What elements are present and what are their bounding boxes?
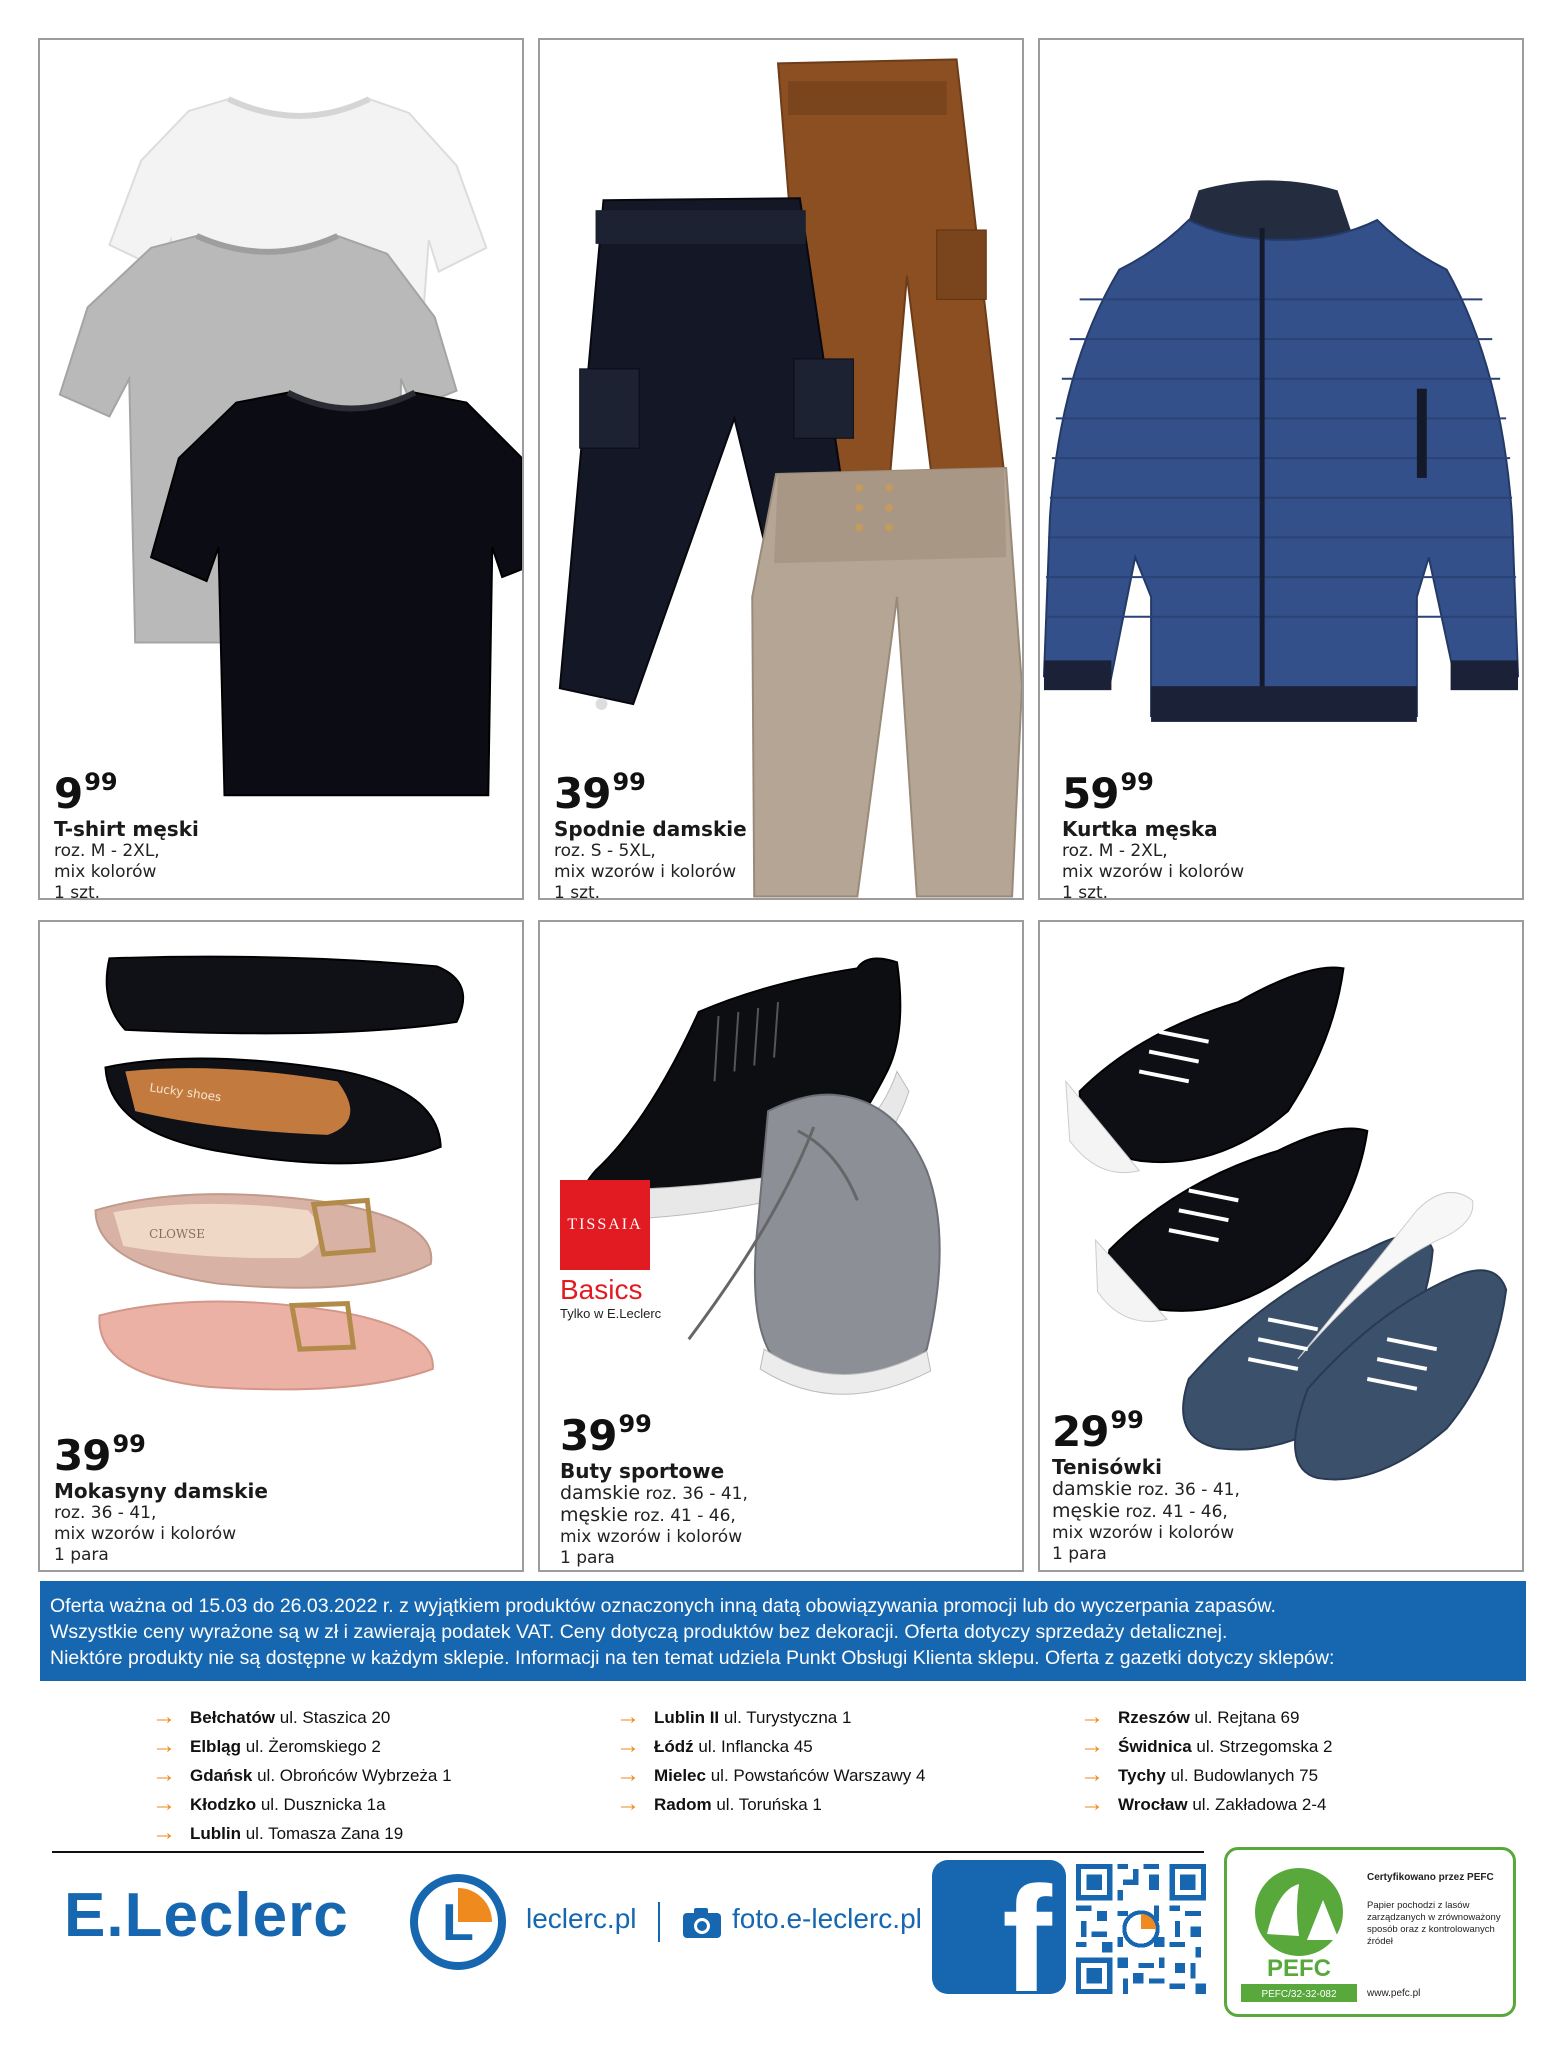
- store-item: [152, 1760, 452, 1789]
- store-street: ul. Zakładowa 2-4: [1187, 1795, 1327, 1814]
- product-detail: mix wzorów i kolorów: [1052, 1523, 1235, 1543]
- footer-separator: [658, 1902, 660, 1942]
- store-street: ul. Żeromskiego 2: [241, 1737, 381, 1756]
- product-name: Buty sportowe: [560, 1459, 725, 1483]
- product-detail: [1052, 1501, 1240, 1523]
- arrow-right-icon: →: [152, 1703, 176, 1730]
- gender-label: damskie: [1052, 1478, 1133, 1500]
- gender-label: męskie: [560, 1504, 629, 1526]
- store-item: [1080, 1731, 1332, 1760]
- store-street: ul. Turystyczna 1: [719, 1708, 852, 1727]
- price-dec: 99: [1110, 1406, 1144, 1434]
- price: [554, 768, 747, 818]
- store-item: [616, 1760, 925, 1789]
- product-detail: mix wzorów i kolorów: [560, 1527, 743, 1547]
- pefc-code: PEFC/32-32-082: [1261, 1989, 1337, 2000]
- arrow-right-icon: →: [152, 1761, 176, 1788]
- store-city: Kłodzko: [190, 1795, 257, 1814]
- camera-icon: [682, 1907, 722, 1939]
- store-street: ul. Obrońców Wybrzeża 1: [252, 1766, 452, 1785]
- product-card-tshirt[interactable]: [38, 38, 524, 900]
- product-detail: 1 para: [54, 1545, 109, 1565]
- store-city: Radom: [654, 1795, 712, 1814]
- store-item: [616, 1731, 925, 1760]
- store-list-col-3: [1080, 1702, 1332, 1818]
- product-detail: 1 szt.: [554, 883, 601, 900]
- basics-label: Basics: [560, 1274, 643, 1305]
- product-detail: roz. M - 2XL,: [54, 841, 160, 861]
- store-item: [152, 1702, 452, 1731]
- product-card-canvas-shoes[interactable]: [1038, 920, 1524, 1572]
- pefc-description: Papier pochodzi z lasów zarządzanych w zrównoważony sposób oraz z kontrolowanych źródeł: [1367, 1900, 1501, 1947]
- product-detail: 1 para: [560, 1548, 615, 1568]
- size-range: roz. 36 - 41,: [1132, 1480, 1240, 1500]
- offer-notice: [40, 1581, 1526, 1681]
- product-name: Kurtka męska: [1062, 817, 1218, 841]
- product-detail: [1052, 1479, 1240, 1501]
- pefc-cert-title: Certyfikowano przez PEFC: [1367, 1872, 1494, 1883]
- price-dec: 99: [84, 768, 118, 796]
- notice-line: Wszystkie ceny wyrażone są w zł i zawierają podatek VAT. Ceny dotyczą produktów bez dekoracji. Oferta dotyczy sprzedaży detalicznej.: [50, 1621, 1228, 1643]
- product-detail: mix kolorów: [54, 862, 157, 882]
- store-city: Łódź: [654, 1737, 694, 1756]
- size-range: roz. 41 - 46,: [628, 1506, 736, 1526]
- store-city: Wrocław: [1118, 1795, 1188, 1814]
- tissaia-logo: TISSAIA: [560, 1180, 650, 1270]
- price: [54, 768, 199, 818]
- store-city: Gdańsk: [190, 1766, 253, 1785]
- size-range: roz. 36 - 41,: [640, 1484, 748, 1504]
- arrow-right-icon: →: [1080, 1790, 1104, 1817]
- product-detail: 1 szt.: [1062, 883, 1109, 900]
- price-int: 29: [1052, 1407, 1109, 1456]
- store-item: [1080, 1702, 1332, 1731]
- store-city: Bełchatów: [190, 1708, 276, 1727]
- price-dec: 99: [112, 1430, 146, 1458]
- arrow-right-icon: →: [152, 1819, 176, 1846]
- store-item: [152, 1789, 452, 1818]
- store-city: Lublin: [190, 1824, 241, 1843]
- price-dec: 99: [612, 768, 646, 796]
- price: [54, 1430, 268, 1480]
- price-dec: 99: [1120, 768, 1154, 796]
- shoe-brand-label: Lucky shoes: [148, 1080, 223, 1105]
- product-card-trousers[interactable]: [538, 38, 1024, 900]
- tissaia-brand: [560, 1180, 661, 1321]
- arrow-right-icon: →: [1080, 1761, 1104, 1788]
- arrow-right-icon: →: [1080, 1703, 1104, 1730]
- website-link[interactable]: leclerc.pl: [526, 1903, 637, 1934]
- qr-code-icon[interactable]: [1076, 1864, 1206, 1994]
- product-detail: roz. S - 5XL,: [554, 841, 656, 861]
- product-detail: mix wzorów i kolorów: [554, 862, 737, 882]
- pefc-logo-text: PEFC: [1266, 1955, 1332, 1982]
- brand-logo-text[interactable]: E.Leclerc: [64, 1881, 349, 1950]
- product-detail: 1 para: [1052, 1544, 1107, 1564]
- price: [1062, 768, 1244, 818]
- arrow-right-icon: →: [616, 1703, 640, 1730]
- store-item: [1080, 1760, 1332, 1789]
- store-item: [152, 1818, 452, 1847]
- store-city: Elbląg: [190, 1737, 242, 1756]
- store-street: ul. Inflancka 45: [693, 1737, 813, 1756]
- store-street: ul. Rejtana 69: [1189, 1708, 1300, 1727]
- store-city: Świdnica: [1118, 1737, 1192, 1756]
- price-int: 9: [54, 769, 83, 818]
- arrow-right-icon: →: [152, 1732, 176, 1759]
- price-int: 59: [1062, 769, 1119, 818]
- price-dec: 99: [618, 1410, 652, 1438]
- arrow-right-icon: →: [152, 1790, 176, 1817]
- pefc-url: www.pefc.pl: [1367, 1988, 1421, 1999]
- store-item: [616, 1702, 925, 1731]
- product-name: T-shirt męski: [54, 817, 199, 841]
- size-range: roz. 41 - 46,: [1120, 1502, 1228, 1522]
- product-detail: roz. M - 2XL,: [1062, 841, 1168, 861]
- exclusive-label: Tylko w E.Leclerc: [560, 1306, 662, 1321]
- store-list-col-1: [152, 1702, 452, 1847]
- product-detail: mix wzorów i kolorów: [1062, 862, 1245, 882]
- store-list-col-2: [616, 1702, 925, 1818]
- store-item: [1080, 1789, 1332, 1818]
- arrow-right-icon: →: [1080, 1732, 1104, 1759]
- facebook-icon[interactable]: [932, 1860, 1066, 1994]
- store-street: ul. Toruńska 1: [711, 1795, 822, 1814]
- footer-divider: [52, 1851, 1204, 1853]
- price: [1052, 1406, 1240, 1456]
- price-int: 39: [554, 769, 611, 818]
- store-city: Mielec: [654, 1766, 706, 1785]
- price-int: 39: [560, 1411, 617, 1460]
- leclerc-logo-icon[interactable]: [410, 1874, 506, 1970]
- product-detail: [560, 1483, 748, 1505]
- store-city: Tychy: [1118, 1766, 1166, 1785]
- arrow-right-icon: →: [616, 1761, 640, 1788]
- price-int: 39: [54, 1431, 111, 1480]
- store-item: [152, 1731, 452, 1760]
- store-street: ul. Budowlanych 75: [1165, 1766, 1319, 1785]
- photo-service-link[interactable]: foto.e-leclerc.pl: [732, 1903, 922, 1934]
- arrow-right-icon: →: [616, 1790, 640, 1817]
- store-item: [616, 1789, 925, 1818]
- product-card-sneakers[interactable]: [538, 920, 1024, 1572]
- store-city: Rzeszów: [1118, 1708, 1190, 1727]
- store-city: Lublin II: [654, 1708, 720, 1727]
- notice-line: Niektóre produkty nie są dostępne w każdym sklepie. Informacji na ten temat udziela Punkt Obsługi Klienta sklepu. Oferta z gazetki dotyczy sklepów:: [50, 1647, 1335, 1669]
- product-name: Tenisówki: [1052, 1455, 1162, 1479]
- store-street: ul. Staszica 20: [275, 1708, 391, 1727]
- notice-line: Oferta ważna od 15.03 do 26.03.2022 r. z wyjątkiem produktów oznaczonych inną datą obowiązywania promocji lub do wyczerpania zapasów.: [50, 1595, 1276, 1617]
- product-card-jacket[interactable]: [1038, 38, 1524, 900]
- product-detail: 1 szt.: [54, 883, 101, 900]
- facebook-letter: f: [1002, 1860, 1052, 1994]
- product-detail: roz. 36 - 41,: [54, 1503, 157, 1523]
- product-card-moccasins[interactable]: [38, 920, 524, 1572]
- shoe-brand-label: CLOWSE: [149, 1227, 205, 1242]
- product-detail: mix wzorów i kolorów: [54, 1524, 237, 1544]
- pefc-logo-icon: [1237, 1860, 1361, 2004]
- store-street: ul. Tomasza Zana 19: [240, 1824, 404, 1843]
- product-name: Spodnie damskie: [554, 817, 747, 841]
- store-street: ul. Powstańców Warszawy 4: [705, 1766, 926, 1785]
- gender-label: damskie: [560, 1482, 641, 1504]
- product-name: Mokasyny damskie: [54, 1479, 268, 1503]
- store-street: ul. Dusznicka 1a: [256, 1795, 386, 1814]
- store-street: ul. Strzegomska 2: [1191, 1737, 1333, 1756]
- arrow-right-icon: →: [616, 1732, 640, 1759]
- logo-letter: L: [442, 1894, 474, 1952]
- gender-label: męskie: [1052, 1500, 1121, 1522]
- price: [560, 1410, 748, 1460]
- pefc-certificate: [1224, 1847, 1516, 2017]
- product-detail: [560, 1505, 748, 1527]
